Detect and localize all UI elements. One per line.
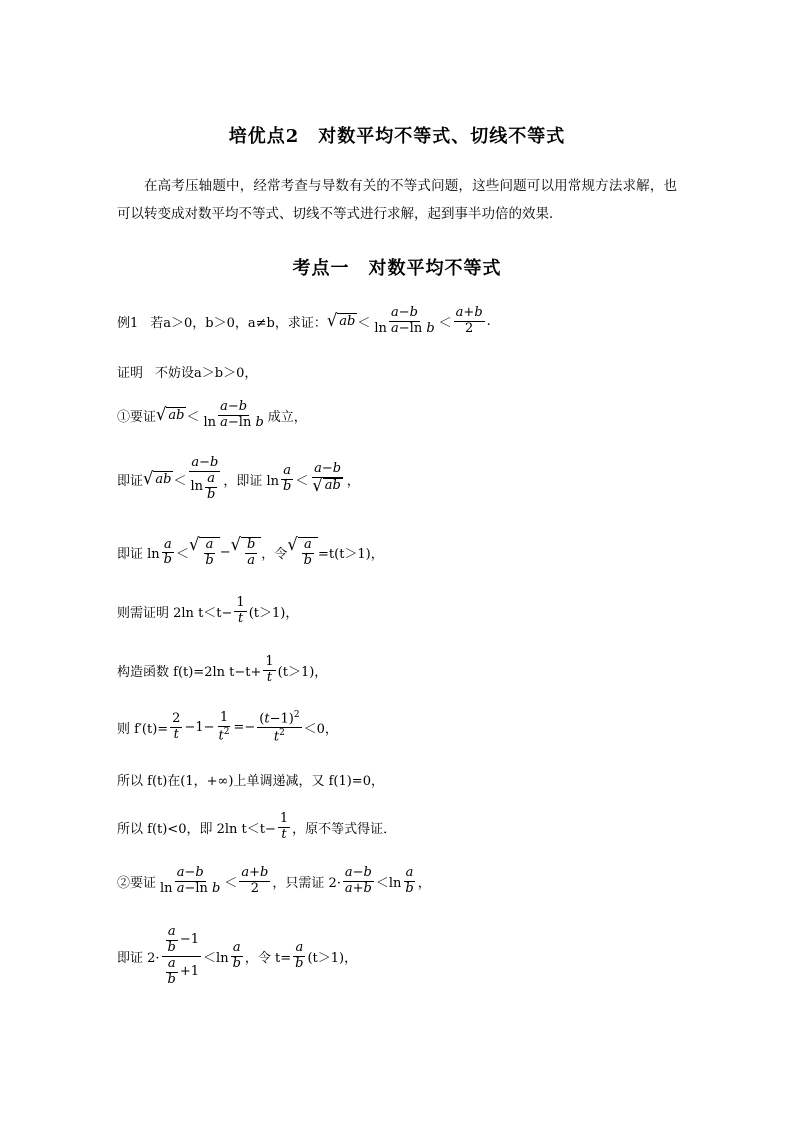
fraction-log-mean: $\frac{a-b}{\text{ln a−ln b}}$ (374, 305, 435, 336)
proof-step-9: ②要证 $\frac{a-b}{\text{ln a−ln b}}$ ＜ $\frac{a+b}{2}$ ，只需证 2· $\frac{a-b}{a+b}$ ＜ln $\frac{a}{b}$ ， (117, 865, 431, 896)
proof-assumption: 不妨设a＞b＞0， (155, 366, 258, 381)
step-text: 即证 ln (117, 547, 160, 563)
proof-step-5: 构造函数 f(t)=2ln t−t+ $\frac{1}{t}$ (t＞1)， (117, 654, 328, 685)
step-text: ，即证 ln (223, 473, 279, 489)
step-text: (t＞1)， (307, 950, 358, 966)
example-condition: 若a＞0，b＞0，a≠b，求证： (150, 315, 327, 331)
step-text: 所以 f(t)<0，即 2ln t＜t− (117, 821, 276, 837)
intro-paragraph: 在高考压轴题中，经常考查与导数有关的不等式问题，这些问题可以用常规方法求解，也可以转变成对数平均不等式、切线不等式进行求解，起到事半功倍的效果． (117, 178, 677, 222)
proof-step-2: 即证 √ ab ＜ a−b ln $\frac{a}{b}$ ，即证 ln $\frac{a}{b}$ ＜ a−b √ ab ， (117, 455, 360, 502)
step-text: ，只需证 2· (272, 875, 341, 891)
step-text: ②要证 (117, 875, 157, 891)
page-title: 培优点2 对数平均不等式、切线不等式 (228, 126, 566, 147)
step-text: ，原不等式得证． (292, 821, 397, 837)
step-text: 则需证明 2ln t＜t− (117, 605, 233, 621)
step-text: 即证 (117, 473, 144, 489)
step-text: 则 f′(t)= (117, 722, 169, 738)
step-text: 所以 f(t)在(1，+∞)上单调递减，又 f(1)=0， (117, 774, 384, 789)
proof-step-1: ①要证 √ ab ＜ $\frac{a-b}{\text{ln a−ln b}}$ 成立， (117, 399, 307, 430)
proof-step-10: 即证 2· $\frac{a}{b}$ −1 $\frac{a}{b}$ +1 ＜ln $\frac{a}{b}$ ，令 t= $\frac{a}{b}$ (t＞1)， (117, 924, 358, 987)
proof-step-7 (117, 770, 384, 789)
proof-step-3: 即证 ln $\frac{a}{b}$ ＜ √ $\frac{a}{b}$ − √ $\frac{b}{a}$ ，令 √ $\frac{a}{b}$ =t(t＞1)， (117, 534, 384, 568)
step-text: (t＞1)， (248, 605, 299, 621)
section-title: 考点一 对数平均不等式 (292, 258, 502, 279)
step-text: ， (417, 875, 431, 891)
proof-start (117, 362, 257, 381)
proof-step-8: 所以 f(t)<0，即 2ln t＜t− $\frac{1}{t}$ ，原不等式得证． (117, 811, 397, 842)
step-text: 即证 2· (117, 950, 160, 966)
proof-step-4: 则需证明 2ln t＜t− $\frac{1}{t}$ (t＞1)， (117, 595, 299, 626)
step-text: ＜0， (303, 722, 338, 738)
example-label: 例1 (117, 315, 139, 331)
step-text: 构造函数 f(t)=2ln t−t+ (117, 664, 262, 680)
step-text: =t(t＞1)， (318, 547, 384, 563)
step-text: (t＞1)， (277, 664, 328, 680)
step-text: 成立， (267, 409, 307, 425)
step-text: ，令 (261, 547, 288, 563)
example-statement: 例1 若a＞0，b＞0，a≠b，求证： √ ab ＜ $\frac{a-b}{\text{ln a−ln b}}$ ＜ $\frac{a+b}{2}$ . (117, 305, 491, 336)
step-text: ①要证 (117, 409, 157, 425)
sqrt-ab: √ ab (326, 310, 356, 331)
step-text: ＜ln (203, 950, 229, 966)
fraction-arith-mean: $\frac{a+b}{2}$ (455, 305, 483, 336)
proof-label: 证明 (117, 366, 144, 381)
proof-step-6: 则 f′(t)= $\frac{2}{t}$ −1− $\frac{1}{t^2}$ =− $\frac{(t-1)^2}{t^2}$ ＜0， (117, 710, 338, 745)
step-text: ，令 t= (244, 950, 292, 966)
